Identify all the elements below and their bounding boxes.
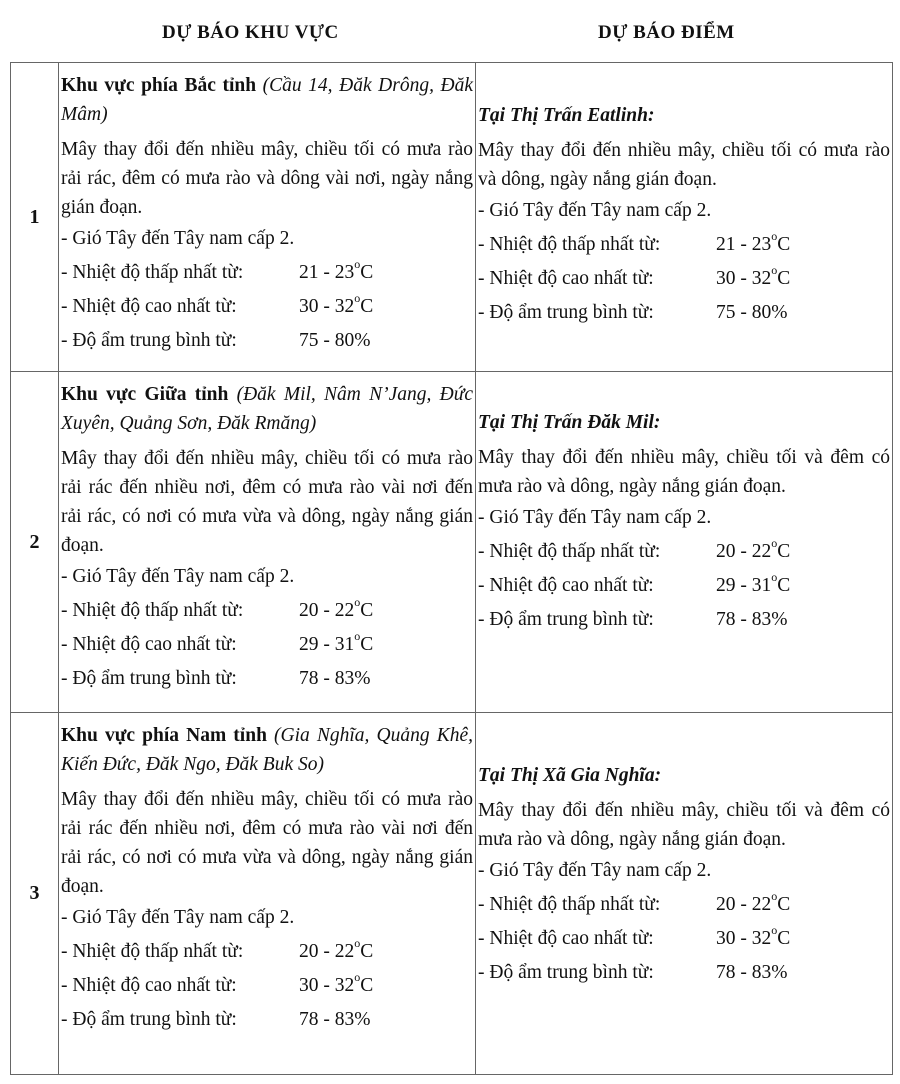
temp-max-label: - Nhiệt độ cao nhất từ:: [61, 296, 237, 317]
region-places: (Gia Nghĩa, Quảng Khê, Kiến Đức, Đăk Ngo, Đăk Buk So): [61, 725, 474, 775]
region-title: [61, 380, 473, 438]
table-row: [11, 63, 893, 372]
region-places: (Đăk Mil, Nâm N’Jang, Đức Xuyên, Quảng Sơn, Đăk Rmăng): [61, 384, 473, 434]
humidity-line: [478, 956, 890, 990]
temp-min-label: - Nhiệt độ thấp nhất từ:: [61, 262, 244, 283]
temp-min-label: - Nhiệt độ thấp nhất từ:: [61, 600, 244, 621]
humidity-line: [61, 324, 473, 358]
temp-min-line: [478, 228, 890, 262]
temp-min-line: [61, 594, 473, 628]
table-row: [11, 372, 893, 713]
weather-description: Mây thay đổi đến nhiều mây, chiều tối có mưa rào rải rác đến nhiều nơi, đêm có mưa rào vài nơi đến rải rác, có nơi có mưa vừa và dông, ngày nắng gián đoạn.: [61, 789, 473, 897]
temp-max-label: - Nhiệt độ cao nhất từ:: [478, 267, 654, 289]
weather-description: Mây thay đổi đến nhiều mây, chiều tối có mưa rào rải rác, đêm có mưa rào và dông vài nơi, ngày nắng gián đoạn.: [61, 139, 473, 218]
humidity-value: 75 - 80%: [299, 330, 371, 351]
humidity-line: [478, 296, 890, 330]
temp-min-value: 20 - 22$^o$C: [299, 936, 374, 962]
temp-min-value: 20 - 22$^o$C: [716, 889, 791, 915]
temp-max-value: 30 - 32$^o$C: [716, 262, 791, 289]
table-headers: [0, 22, 900, 52]
humidity-line: [61, 662, 473, 696]
wind-line: - Gió Tây đến Tây nam cấp 2.: [478, 860, 712, 881]
temp-min-label: - Nhiệt độ thấp nhất từ:: [478, 894, 661, 915]
weather-description: Mây thay đổi đến nhiều mây, chiều tối có mưa rào và dông, ngày nắng gián đoạn.: [478, 139, 890, 190]
region-name: Khu vực phía Bắc tỉnh: [61, 75, 257, 96]
humidity-label: - Độ ẩm trung bình từ:: [478, 609, 654, 630]
temp-min-value: 21 - 23$^o$C: [299, 257, 374, 283]
region-name: Khu vực Giữa tỉnh: [61, 384, 229, 405]
header-area-forecast: DỰ BÁO KHU VỰC: [162, 22, 339, 43]
temp-min-line: [478, 888, 890, 922]
temp-min-line: [61, 256, 473, 290]
temp-max-value: 29 - 31$^o$C: [716, 570, 791, 596]
wind-line: - Gió Tây đến Tây nam cấp 2.: [61, 228, 295, 249]
wind-line: - Gió Tây đến Tây nam cấp 2.: [61, 907, 295, 928]
temp-max-value: 30 - 32$^o$C: [716, 923, 791, 949]
temp-max-value: 29 - 31$^o$C: [299, 629, 374, 655]
region-name: Khu vực phía Nam tỉnh: [61, 725, 267, 746]
row-number: 3: [11, 713, 59, 1075]
point-location: Tại Thị Trấn Eatlinh:: [478, 104, 655, 126]
humidity-value: 75 - 80%: [716, 301, 788, 323]
humidity-value: 78 - 83%: [299, 668, 371, 689]
temp-min-label: - Nhiệt độ thấp nhất từ:: [61, 941, 244, 962]
humidity-line: [61, 1003, 473, 1037]
table-row: [11, 713, 893, 1075]
region-title: [61, 721, 473, 779]
humidity-value: 78 - 83%: [716, 962, 788, 983]
region-title: [61, 71, 473, 129]
temp-max-line: [61, 628, 473, 662]
temp-max-label: - Nhiệt độ cao nhất từ:: [478, 575, 654, 596]
temp-max-line: [478, 569, 890, 603]
row-number: 2: [11, 372, 59, 713]
point-forecast-cell: [476, 63, 893, 372]
wind-line: - Gió Tây đến Tây nam cấp 2.: [478, 199, 712, 221]
temp-min-line: [478, 535, 890, 569]
point-location: Tại Thị Xã Gia Nghĩa:: [478, 765, 662, 786]
temp-min-value: 21 - 23$^o$C: [716, 228, 791, 255]
temp-max-label: - Nhiệt độ cao nhất từ:: [61, 634, 237, 655]
humidity-label: - Độ ẩm trung bình từ:: [61, 668, 237, 689]
temp-max-line: [478, 262, 890, 296]
wind-line: - Gió Tây đến Tây nam cấp 2.: [478, 507, 712, 528]
area-forecast-cell: [59, 372, 476, 713]
temp-max-line: [61, 969, 473, 1003]
area-forecast-cell: [59, 63, 476, 372]
temp-min-line: [61, 935, 473, 969]
temp-max-label: - Nhiệt độ cao nhất từ:: [478, 928, 654, 949]
point-forecast-cell: [476, 713, 893, 1075]
humidity-label: - Độ ẩm trung bình từ:: [478, 962, 654, 983]
row-number: 1: [11, 63, 59, 372]
temp-max-label: - Nhiệt độ cao nhất từ:: [61, 975, 237, 996]
point-location: Tại Thị Trấn Đăk Mil:: [478, 412, 661, 433]
temp-max-value: 30 - 32$^o$C: [299, 291, 374, 317]
temp-max-value: 30 - 32$^o$C: [299, 970, 374, 996]
temp-max-line: [478, 922, 890, 956]
forecast-table: [10, 62, 893, 1075]
humidity-value: 78 - 83%: [716, 609, 788, 630]
weather-description: Mây thay đổi đến nhiều mây, chiều tối có mưa rào rải rác đến nhiều nơi, đêm có mưa rào vài nơi đến rải rác, có nơi có mưa vừa và dông, ngày nắng gián đoạn.: [61, 448, 473, 556]
temp-min-value: 20 - 22$^o$C: [716, 536, 791, 562]
temp-min-value: 20 - 22$^o$C: [299, 595, 374, 621]
weather-description: Mây thay đổi đến nhiều mây, chiều tối và đêm có mưa rào và dông, ngày nắng gián đoạn.: [478, 447, 890, 497]
humidity-value: 78 - 83%: [299, 1009, 371, 1030]
region-places: (Cầu 14, Đăk Drông, Đăk Mâm): [61, 75, 473, 125]
humidity-line: [478, 603, 890, 637]
area-forecast-cell: [59, 713, 476, 1075]
temp-min-label: - Nhiệt độ thấp nhất từ:: [478, 541, 661, 562]
point-forecast-cell: [476, 372, 893, 713]
wind-line: - Gió Tây đến Tây nam cấp 2.: [61, 566, 295, 587]
header-point-forecast: DỰ BÁO ĐIỂM: [598, 22, 735, 43]
humidity-label: - Độ ẩm trung bình từ:: [61, 330, 237, 351]
temp-min-label: - Nhiệt độ thấp nhất từ:: [478, 233, 661, 255]
temp-max-line: [61, 290, 473, 324]
humidity-label: - Độ ẩm trung bình từ:: [61, 1009, 237, 1030]
humidity-label: - Độ ẩm trung bình từ:: [478, 301, 654, 323]
weather-description: Mây thay đổi đến nhiều mây, chiều tối và đêm có mưa rào và dông, ngày nắng gián đoạn.: [478, 800, 890, 850]
